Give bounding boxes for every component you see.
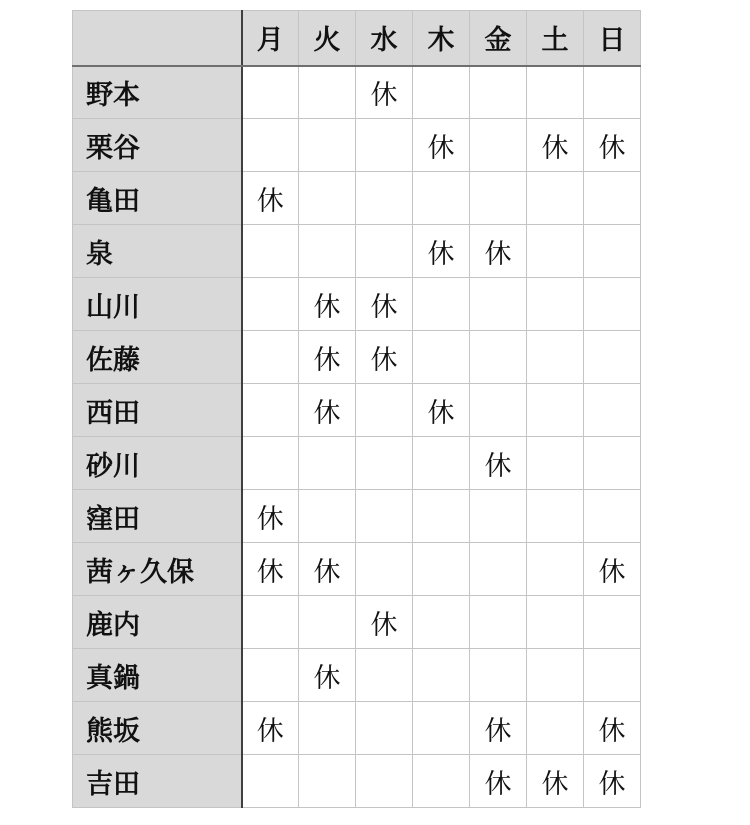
schedule-cell: [356, 225, 413, 278]
schedule-cell: 休: [584, 755, 641, 808]
corner-cell: [73, 11, 242, 66]
day-header-mon: 月: [242, 11, 299, 66]
schedule-cell: [356, 119, 413, 172]
schedule-cell: [470, 331, 527, 384]
table-row: [73, 437, 641, 490]
schedule-cell: 休: [413, 119, 470, 172]
schedule-cell: [356, 384, 413, 437]
schedule-cell: [527, 66, 584, 119]
schedule-cell: [242, 384, 299, 437]
schedule-cell: [470, 278, 527, 331]
schedule-cell: 休: [413, 384, 470, 437]
table-row: [73, 172, 641, 225]
schedule-cell: [413, 437, 470, 490]
schedule-cell: [356, 543, 413, 596]
schedule-cell: [299, 490, 356, 543]
table-row: [73, 543, 641, 596]
schedule-cell: [527, 437, 584, 490]
employee-name: 熊坂: [73, 702, 242, 755]
schedule-cell: [413, 278, 470, 331]
schedule-cell: [413, 596, 470, 649]
schedule-cell: 休: [584, 119, 641, 172]
schedule-cell: [356, 702, 413, 755]
schedule-cell: 休: [470, 437, 527, 490]
header-row: [73, 11, 641, 66]
schedule-cell: 休: [242, 490, 299, 543]
day-header-sun: 日: [584, 11, 641, 66]
schedule-cell: [470, 490, 527, 543]
schedule-cell: [356, 490, 413, 543]
schedule-cell: [299, 437, 356, 490]
schedule-cell: [299, 172, 356, 225]
day-header-wed: 水: [356, 11, 413, 66]
schedule-cell: [356, 172, 413, 225]
day-header-fri: 金: [470, 11, 527, 66]
schedule-cell: [299, 119, 356, 172]
schedule-cell: [242, 596, 299, 649]
schedule-cell: [470, 649, 527, 702]
employee-name: 窪田: [73, 490, 242, 543]
schedule-cell: [584, 66, 641, 119]
employee-name: 鹿内: [73, 596, 242, 649]
schedule-cell: [299, 225, 356, 278]
schedule-cell: [470, 596, 527, 649]
shift-schedule-table: [72, 10, 641, 808]
schedule-cell: 休: [356, 596, 413, 649]
schedule-cell: [242, 331, 299, 384]
schedule-cell: [242, 755, 299, 808]
schedule-cell: [413, 755, 470, 808]
schedule-cell: [299, 66, 356, 119]
schedule-cell: [527, 331, 584, 384]
schedule-cell: [584, 225, 641, 278]
schedule-cell: 休: [470, 702, 527, 755]
schedule-cell: [527, 649, 584, 702]
schedule-cell: 休: [470, 225, 527, 278]
schedule-cell: [356, 649, 413, 702]
schedule-cell: [470, 172, 527, 225]
schedule-cell: [242, 225, 299, 278]
schedule-cell: [242, 437, 299, 490]
table-row: [73, 490, 641, 543]
day-header-tue: 火: [299, 11, 356, 66]
schedule-cell: [470, 543, 527, 596]
schedule-cell: [584, 172, 641, 225]
schedule-cell: 休: [356, 278, 413, 331]
schedule-cell: [527, 702, 584, 755]
schedule-cell: [413, 172, 470, 225]
table-row: [73, 66, 641, 119]
schedule-cell: 休: [242, 172, 299, 225]
schedule-cell: [242, 649, 299, 702]
employee-name: 亀田: [73, 172, 242, 225]
table-row: [73, 384, 641, 437]
schedule-cell: [299, 755, 356, 808]
employee-name: 西田: [73, 384, 242, 437]
schedule-cell: [470, 384, 527, 437]
employee-name: 山川: [73, 278, 242, 331]
schedule-cell: [413, 702, 470, 755]
employee-name: 砂川: [73, 437, 242, 490]
schedule-cell: [527, 490, 584, 543]
schedule-cell: 休: [356, 331, 413, 384]
table-body: [73, 66, 641, 808]
schedule-cell: [527, 384, 584, 437]
table-row: [73, 755, 641, 808]
schedule-cell: 休: [584, 702, 641, 755]
schedule-cell: 休: [470, 755, 527, 808]
schedule-cell: [356, 755, 413, 808]
employee-name: 真鍋: [73, 649, 242, 702]
table-row: [73, 278, 641, 331]
schedule-cell: 休: [413, 225, 470, 278]
schedule-cell: [299, 596, 356, 649]
schedule-cell: 休: [299, 543, 356, 596]
table-row: [73, 649, 641, 702]
employee-name: 栗谷: [73, 119, 242, 172]
schedule-cell: [584, 596, 641, 649]
table-row: [73, 596, 641, 649]
table-row: [73, 225, 641, 278]
schedule-cell: [584, 649, 641, 702]
employee-name: 茜ヶ久保: [73, 543, 242, 596]
table-row: [73, 702, 641, 755]
schedule-cell: [527, 543, 584, 596]
employee-name: 野本: [73, 66, 242, 119]
schedule-cell: [470, 66, 527, 119]
schedule-cell: [470, 119, 527, 172]
schedule-cell: [527, 596, 584, 649]
table-row: [73, 119, 641, 172]
schedule-cell: 休: [527, 755, 584, 808]
schedule-cell: [584, 278, 641, 331]
schedule-cell: [413, 490, 470, 543]
schedule-cell: [299, 702, 356, 755]
table-row: [73, 331, 641, 384]
schedule-cell: [584, 331, 641, 384]
employee-name: 吉田: [73, 755, 242, 808]
schedule-cell: 休: [356, 66, 413, 119]
schedule-cell: [527, 172, 584, 225]
schedule-cell: [413, 331, 470, 384]
schedule-cell: [356, 437, 413, 490]
schedule-cell: [584, 384, 641, 437]
schedule-cell: [242, 119, 299, 172]
day-header-sat: 土: [527, 11, 584, 66]
schedule-cell: 休: [299, 331, 356, 384]
schedule-cell: 休: [584, 543, 641, 596]
schedule-cell: [242, 278, 299, 331]
schedule-cell: 休: [299, 649, 356, 702]
employee-name: 泉: [73, 225, 242, 278]
schedule-cell: [242, 66, 299, 119]
schedule-cell: [584, 437, 641, 490]
schedule-cell: 休: [527, 119, 584, 172]
schedule-cell: [413, 649, 470, 702]
day-header-thu: 木: [413, 11, 470, 66]
schedule-cell: [527, 278, 584, 331]
schedule-cell: [584, 490, 641, 543]
schedule-cell: 休: [299, 384, 356, 437]
employee-name: 佐藤: [73, 331, 242, 384]
schedule-cell: [527, 225, 584, 278]
schedule-cell: 休: [299, 278, 356, 331]
schedule-cell: 休: [242, 543, 299, 596]
schedule-cell: [413, 66, 470, 119]
schedule-cell: [413, 543, 470, 596]
table-header: [73, 11, 641, 66]
schedule-cell: 休: [242, 702, 299, 755]
